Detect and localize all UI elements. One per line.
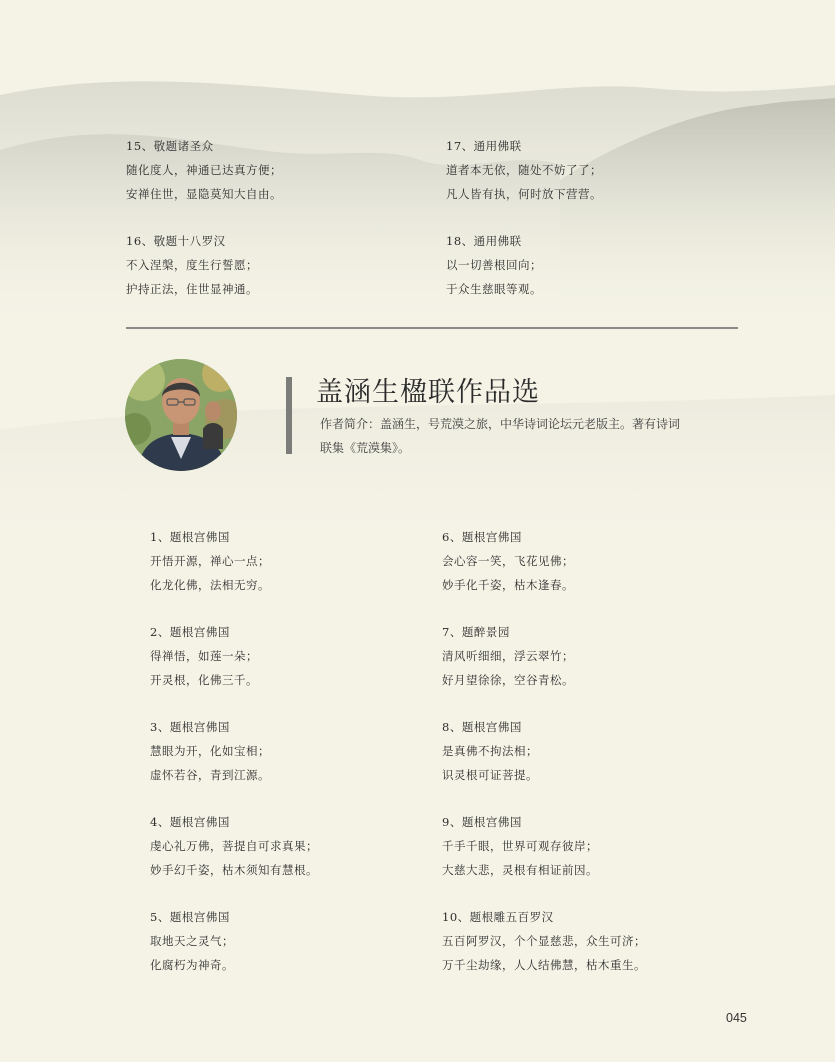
couplet-line: 随化度人，神通已达真方便； xyxy=(126,163,282,177)
couplet-title: 8、题根宫佛国 xyxy=(442,720,522,734)
couplet-16 xyxy=(126,229,258,301)
couplet-line: 虚怀若谷，青到江源。 xyxy=(150,768,270,782)
couplet-line: 是真佛不拘法相； xyxy=(442,744,538,758)
couplet-title: 2、题根宫佛国 xyxy=(150,625,230,639)
couplet-title: 1、题根宫佛国 xyxy=(150,530,230,544)
couplet-line: 好月望徐徐，空谷青松。 xyxy=(442,673,574,687)
couplet-line: 五百阿罗汉，个个显慈悲，众生可济； xyxy=(442,934,646,948)
couplet-line: 护持正法，住世显神通。 xyxy=(126,282,258,296)
couplet-line: 万千尘劫缘，人人结佛慧，枯木重生。 xyxy=(442,958,646,972)
couplet-line: 取地天之灵气； xyxy=(150,934,234,948)
couplet-line: 以一切善根回向； xyxy=(446,258,542,272)
couplet-2 xyxy=(150,620,258,692)
page-number: 045 xyxy=(726,1011,747,1025)
couplet-title: 17、通用佛联 xyxy=(446,139,522,153)
couplet-line: 化龙化佛，法相无穷。 xyxy=(150,578,270,592)
couplet-line: 识灵根可证菩提。 xyxy=(442,768,538,782)
couplet-9 xyxy=(442,810,598,882)
couplet-line: 清风听细细，浮云翠竹； xyxy=(442,649,574,663)
couplet-title: 9、题根宫佛国 xyxy=(442,815,522,829)
section-divider xyxy=(126,327,738,329)
couplet-17 xyxy=(446,134,602,206)
couplet-line: 凡人皆有执，何时放下营营。 xyxy=(446,187,602,201)
couplet-line: 得禅悟，如莲一朵； xyxy=(150,649,258,663)
couplet-15 xyxy=(126,134,282,206)
couplet-title: 10、题根雕五百罗汉 xyxy=(442,910,554,924)
couplet-title: 3、题根宫佛国 xyxy=(150,720,230,734)
couplet-18 xyxy=(446,229,542,301)
couplet-8 xyxy=(442,715,538,787)
couplet-line: 不入涅槃，度生行誓愿； xyxy=(126,258,258,272)
author-intro: 作者简介：盖涵生，号荒漠之旅，中华诗词论坛元老版主。著有诗词联集《荒漠集》。 xyxy=(320,417,681,455)
couplet-title: 4、题根宫佛国 xyxy=(150,815,230,829)
couplet-line: 妙手化千姿，枯木逢春。 xyxy=(442,578,574,592)
couplet-line: 化腐朽为神奇。 xyxy=(150,958,234,972)
couplet-line: 大慈大悲，灵根有相证前因。 xyxy=(442,863,598,877)
couplet-title: 18、通用佛联 xyxy=(446,234,522,248)
couplet-1 xyxy=(150,525,270,597)
couplet-4 xyxy=(150,810,318,882)
couplet-line: 于众生慈眼等观。 xyxy=(446,282,542,296)
author-photo xyxy=(125,359,237,471)
couplet-5 xyxy=(150,905,234,977)
couplet-title: 5、题根宫佛国 xyxy=(150,910,230,924)
couplet-6 xyxy=(442,525,574,597)
couplet-7 xyxy=(442,620,574,692)
couplet-3 xyxy=(150,715,270,787)
couplet-title: 16、敬题十八罗汉 xyxy=(126,234,226,248)
couplet-line: 开悟开源，禅心一点； xyxy=(150,554,270,568)
couplet-line: 慧眼为开，化如宝相； xyxy=(150,744,270,758)
section-accent-bar xyxy=(286,377,292,454)
couplet-line: 千手千眼，世界可观存彼岸； xyxy=(442,839,598,853)
section-title: 盖涵生楹联作品选 xyxy=(316,377,540,408)
couplet-10 xyxy=(442,905,646,977)
couplet-line: 道者本无依，随处不妨了了； xyxy=(446,163,602,177)
couplet-title: 15、敬题诸圣众 xyxy=(126,139,214,153)
couplet-line: 妙手幻千姿，枯木须知有慧根。 xyxy=(150,863,318,877)
couplet-line: 虔心礼万佛，菩提自可求真果； xyxy=(150,839,318,853)
couplet-line: 安禅住世，显隐莫知大自由。 xyxy=(126,187,282,201)
couplet-title: 7、题醉景园 xyxy=(442,625,510,639)
couplet-line: 会心容一笑，飞花见佛； xyxy=(442,554,574,568)
couplet-line: 开灵根，化佛三千。 xyxy=(150,673,258,687)
couplet-title: 6、题根宫佛国 xyxy=(442,530,522,544)
